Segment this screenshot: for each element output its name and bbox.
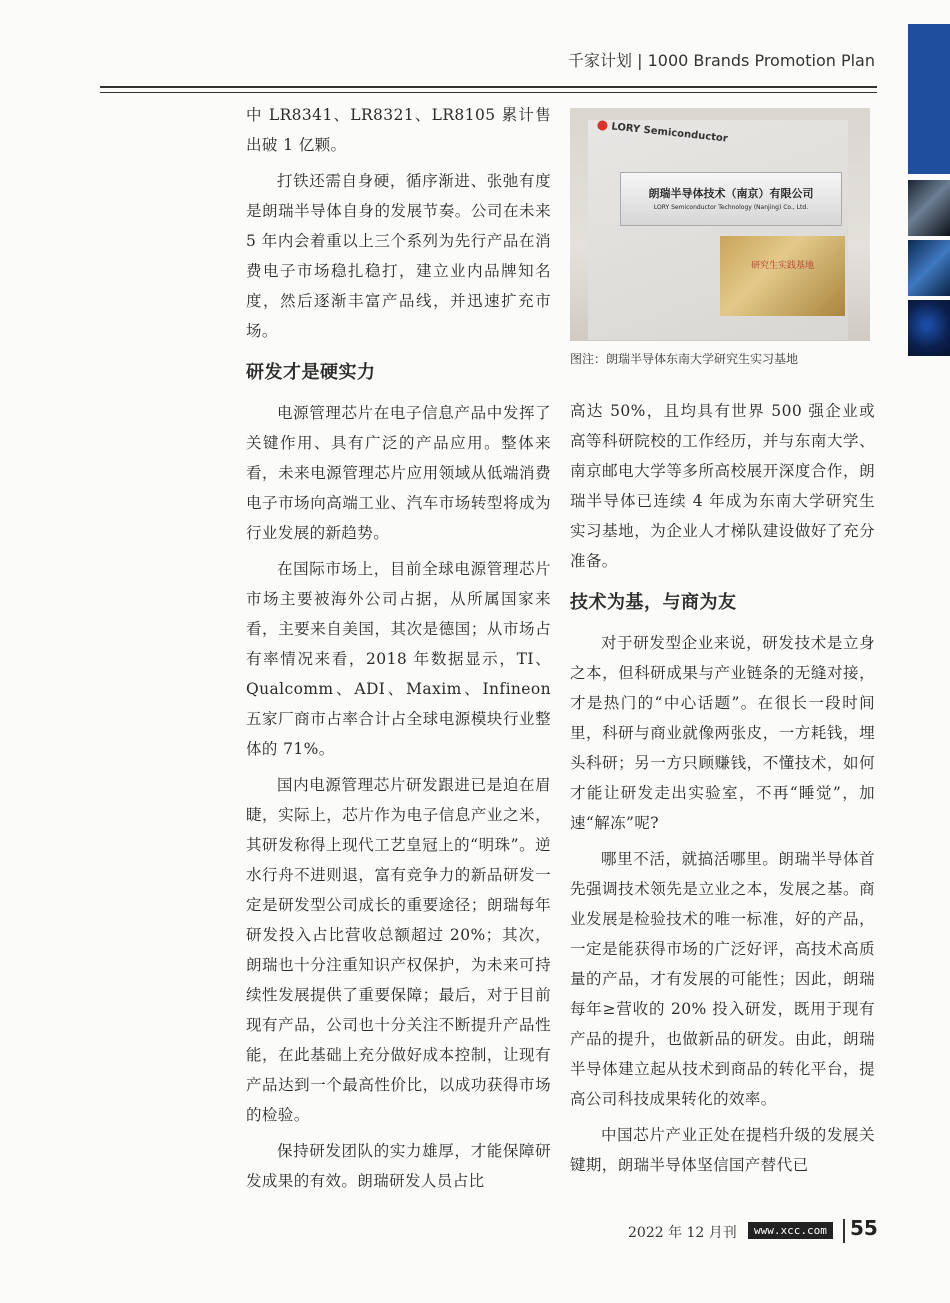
website-link[interactable]: www.xcc.com	[748, 1222, 833, 1239]
header-rule-thin	[100, 92, 877, 93]
photo-name-plate: 朗瑞半导体技术（南京）有限公司 LORY Semiconductor Technology (Nanjing) Co., Ltd.	[620, 172, 842, 226]
side-thumbnail-image	[908, 300, 950, 356]
header-rule-thick	[100, 86, 877, 88]
right-column	[570, 396, 875, 1186]
paragraph: 在国际市场上，目前全球电源管理芯片市场主要被海外公司占据，从所属国家来看，主要来自美国，其次是德国；从市场占有率情况来看，2018 年数据显示，TI、Qualcomm、ADI、Maxim、Infineon 五家厂商市占率合计占全球电源模块行业整体的 71%。	[246, 560, 551, 758]
paragraph: 电源管理芯片在电子信息产品中发挥了关键作用、具有广泛的产品应用。整体来看，未来电源管理芯片应用领域从低端消费电子市场向高端工业、汽车市场转型将成为行业发展的新趋势。	[246, 404, 551, 542]
side-thumbnail-image	[908, 240, 950, 296]
left-column	[246, 100, 551, 1202]
photo-gold-plaque: 研究生实践基地	[720, 236, 845, 316]
paragraph: 保持研发团队的实力雄厚，才能保障研发成果的有效。朗瑞研发人员占比	[246, 1142, 551, 1190]
page-number: 55	[850, 1216, 878, 1240]
photo-company-plaque	[570, 108, 870, 341]
photo-logo: LORY Semiconductor	[597, 120, 728, 145]
photo-caption: 图注：朗瑞半导体东南大学研究生实习基地	[570, 352, 799, 366]
side-thumbnail-image	[908, 180, 950, 236]
section-heading: 技术为基，与商为友	[570, 592, 737, 613]
paragraph: 国内电源管理芯片研发跟进已是迫在眉睫，实际上，芯片作为电子信息产业之米，其研发称得上现代工艺皇冠上的“明珠”。逆水行舟不进则退，富有竞争力的新品研发一定是研发型公司成长的重要途径；朗瑞每年研发投入占比营收总额超过 20%；其次，朗瑞也十分注重知识产权保护，为未来可持续性发展提供了重要保障；最后，对于目前现有产品，公司也十分关注不断提升产品性能，在此基础上充分做好成本控制，让现有产品达到一个最高性价比，以成功获得市场的检验。	[246, 776, 551, 1124]
paragraph: 打铁还需自身硬，循序渐进、张弛有度是朗瑞半导体自身的发展节奏。公司在未来 5 年内会着重以上三个系列为先行产品在消费电子市场稳扎稳打，建立业内品牌知名度，然后逐渐丰富产品线，并迅速扩充市场。	[246, 172, 551, 340]
section-heading: 研发才是硬实力	[246, 362, 376, 383]
section-color-tab	[908, 24, 950, 174]
footer-separator	[843, 1219, 845, 1243]
logo-icon	[597, 120, 608, 131]
paragraph: 对于研发型企业来说，研发技术是立身之本，但科研成果与产业链条的无缝对接，才是热门的“中心话题”。在很长一段时间里，科研与商业就像两张皮，一方耗钱，埋头科研；另一方只顾赚钱，不懂技术，如何才能让研发走出实验室，不再“睡觉”，加速“解冻”呢?	[570, 634, 875, 832]
paragraph: 中 LR8341、LR8321、LR8105 累计售出破 1 亿颗。	[246, 106, 551, 154]
paragraph: 高达 50%，且均具有世界 500 强企业或高等科研院校的工作经历，并与东南大学、南京邮电大学等多所高校展开深度合作，朗瑞半导体已连续 4 年成为东南大学研究生实习基地，为企业人才梯队建设做好了充分准备。	[570, 402, 875, 570]
running-header: 千家计划 | 1000 Brands Promotion Plan	[568, 51, 875, 70]
paragraph: 中国芯片产业正处在提档升级的发展关键期，朗瑞半导体坚信国产替代已	[570, 1126, 875, 1174]
paragraph: 哪里不活，就搞活哪里。朗瑞半导体首先强调技术领先是立业之本，发展之基。商业发展是检验技术的唯一标准，好的产品，一定是能获得市场的广泛好评，高技术高质量的产品，才有发展的可能性；因此，朗瑞每年≥营收的 20% 投入研发，既用于现有产品的提升，也做新品的研发。由此，朗瑞半导体建立起从技术到商品的转化平台，提高公司科技成果转化的效率。	[570, 850, 875, 1108]
issue-date: 2022 年 12 月刊	[628, 1225, 737, 1241]
